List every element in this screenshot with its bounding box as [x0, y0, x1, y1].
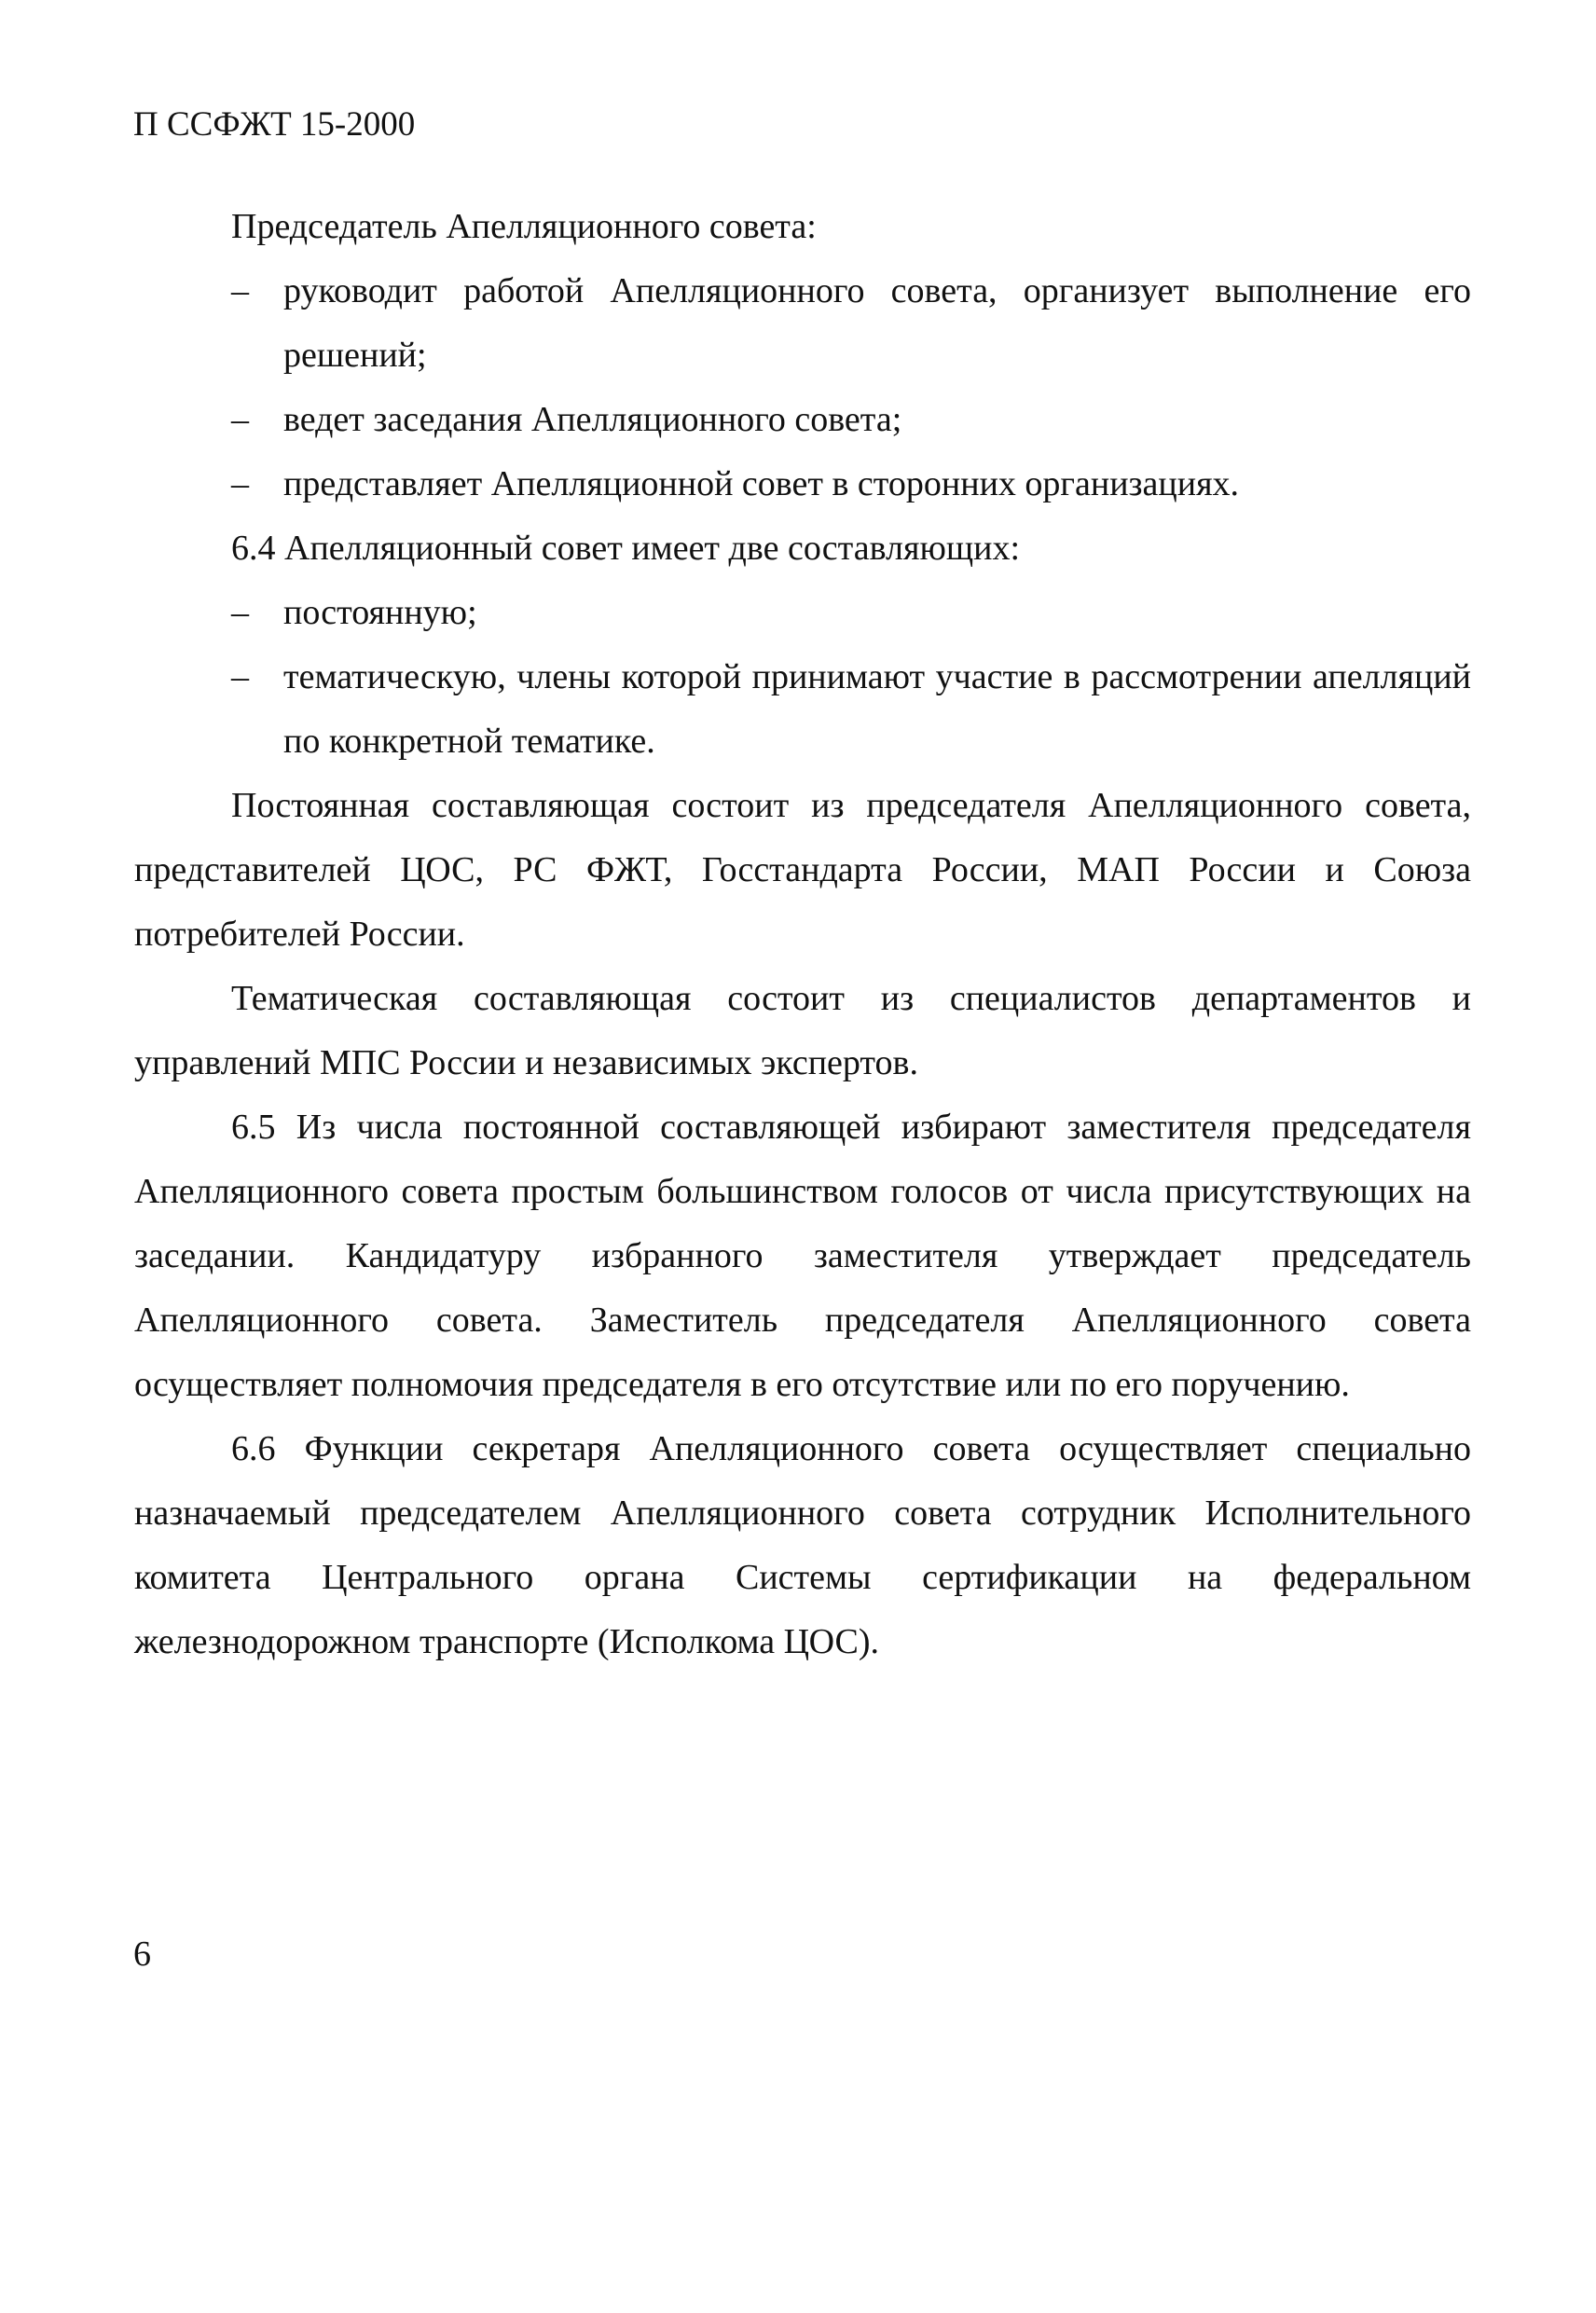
- clause-6-6: 6.6 Функции секретаря Апелляционного совета осуществляет специально назначаемый председателем Апелляционного совета сотрудник Исполнительного комитета Центрального органа Системы сертификации на федеральном железнодорожном транспорте (Исполкома ЦОС).: [134, 1429, 1471, 1661]
- chair-duty-item: – представляет Апелляционной совет в сторонних организациях.: [134, 452, 1471, 516]
- thematic-component-paragraph: Тематическая составляющая состоит из специалистов департаментов и управлений МПС России и независимых экспертов.: [134, 979, 1471, 1082]
- chair-intro: Председатель Апелляционного совета:: [231, 207, 817, 246]
- clause-6-5: 6.5 Из числа постоянной составляющей избирают заместителя председателя Апелляционного совета простым большинством голосов от числа присутствующих на заседании. Кандидатуру избранного заместителя утверждает председатель Апелляционного совета. Заместитель председателя Апелляционного совета осуществляет полномочия председателя в его отсутствие или по его поручению.: [134, 1108, 1471, 1404]
- document-header: П ССФЖТ 15-2000: [133, 105, 416, 144]
- clause-6-4: 6.4 Апелляционный совет имеет две составляющих:: [231, 529, 1021, 568]
- page-number: 6: [133, 1934, 151, 1974]
- component-item: – тематическую, члены которой принимают участие в рассмотрении апелляций по конкретной тематике.: [134, 645, 1471, 774]
- document-body: [134, 195, 1471, 1674]
- component-item: – постоянную;: [134, 581, 1471, 645]
- chair-duty-item: – руководит работой Апелляционного совета, организует выполнение его решений;: [134, 259, 1471, 388]
- permanent-component-paragraph: Постоянная составляющая состоит из председателя Апелляционного совета, представителей ЦОС, РС ФЖТ, Госстандарта России, МАП России и Союза потребителей России.: [134, 786, 1471, 954]
- chair-duty-item: – ведет заседания Апелляционного совета;: [134, 388, 1471, 452]
